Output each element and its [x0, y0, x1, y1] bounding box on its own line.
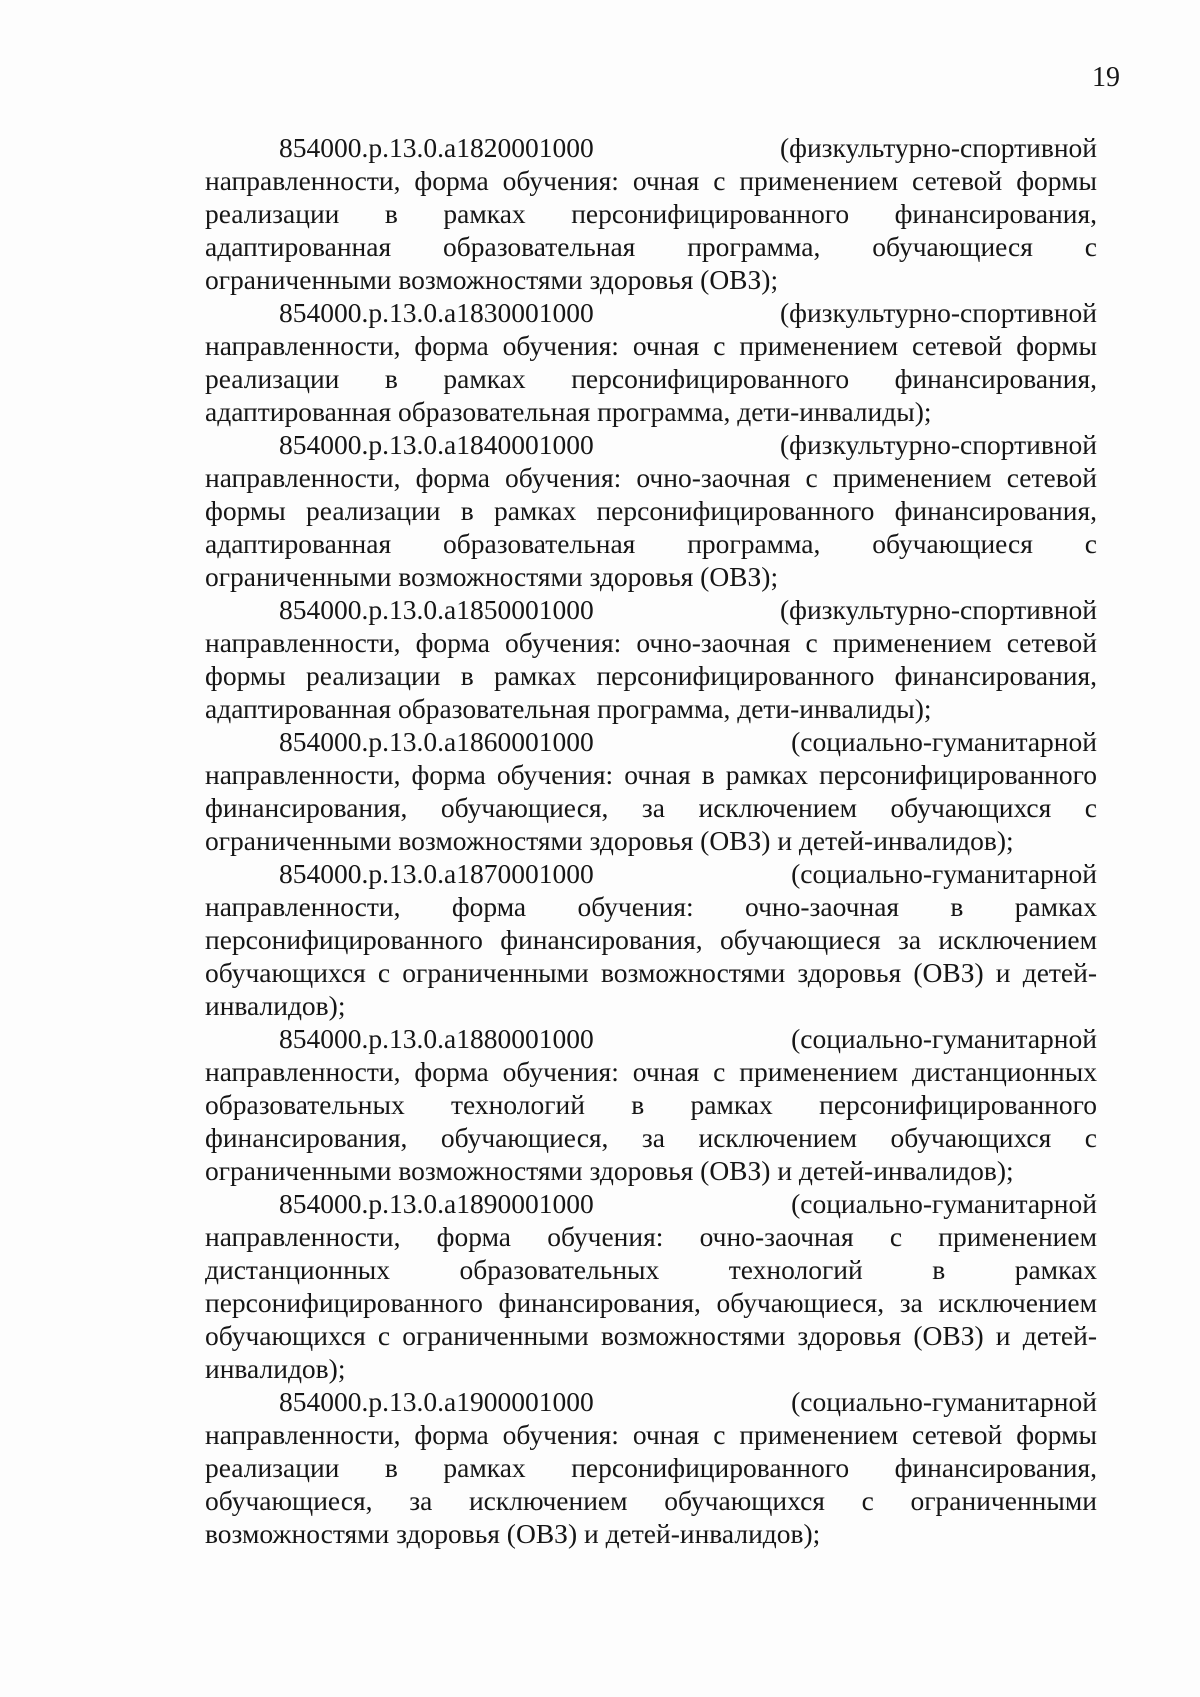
entry-text: (социально-гуманитарной направленности, форма обучения: очно-заочная с применением дистанционных образовательных технологий в рамках персонифицированного финансирования, обучающиеся, за исключением обучающихся с ограниченными возможностями здоровья (ОВЗ) и детей-инвалидов);	[205, 1188, 1097, 1384]
entry-text: (социально-гуманитарной направленности, форма обучения: очно-заочная в рамках персонифицированного финансирования, обучающиеся за исключением обучающихся с ограниченными возможностями здоровья (ОВЗ) и детей-инвалидов);	[205, 858, 1097, 1021]
entry-code: 854000.р.13.0.а1860001000	[279, 726, 594, 757]
entry-text: (физкультурно-спортивной направленности, форма обучения: очная с применением сетевой формы реализации в рамках персонифицированного финансирования, адаптированная образовательная программа, дети-инвалиды);	[205, 297, 1097, 427]
entry-text: (социально-гуманитарной направленности, форма обучения: очная с применением дистанционных образовательных технологий в рамках персонифицированного финансирования, обучающиеся, за исключением обучающихся с ограниченными возможностями здоровья (ОВЗ) и детей-инвалидов);	[205, 1023, 1097, 1186]
list-item	[205, 131, 1097, 296]
list-item	[205, 428, 1097, 593]
entry-code: 854000.р.13.0.а1870001000	[279, 858, 594, 889]
list-item	[205, 857, 1097, 1022]
entry-code: 854000.р.13.0.а1900001000	[279, 1386, 594, 1417]
entry-code: 854000.р.13.0.а1820001000	[279, 132, 594, 163]
entry-text: (социально-гуманитарной направленности, форма обучения: очная с применением сетевой формы реализации в рамках персонифицированного финансирования, обучающиеся, за исключением обучающихся с ограниченными возможностями здоровья (ОВЗ) и детей-инвалидов);	[205, 1386, 1097, 1549]
page-number: 19	[1092, 62, 1120, 93]
list-item	[205, 1385, 1097, 1550]
entry-code: 854000.р.13.0.а1830001000	[279, 297, 594, 328]
entry-code: 854000.р.13.0.а1840001000	[279, 429, 594, 460]
entry-code: 854000.р.13.0.а1880001000	[279, 1023, 594, 1054]
list-item	[205, 725, 1097, 857]
entry-text: (физкультурно-спортивной направленности, форма обучения: очно-заочная с применением сетевой формы реализации в рамках персонифицированного финансирования, адаптированная образовательная программа, дети-инвалиды);	[205, 594, 1097, 724]
document-body	[205, 131, 1097, 1550]
entry-text: (социально-гуманитарной направленности, форма обучения: очная в рамках персонифицированного финансирования, обучающиеся, за исключением обучающихся с ограниченными возможностями здоровья (ОВЗ) и детей-инвалидов);	[205, 726, 1097, 856]
list-item	[205, 1022, 1097, 1187]
list-item	[205, 296, 1097, 428]
entry-text: (физкультурно-спортивной направленности, форма обучения: очно-заочная с применением сетевой формы реализации в рамках персонифицированного финансирования, адаптированная образовательная программа, обучающиеся с ограниченными возможностями здоровья (ОВЗ);	[205, 429, 1097, 592]
list-item	[205, 593, 1097, 725]
entry-text: (физкультурно-спортивной направленности, форма обучения: очная с применением сетевой формы реализации в рамках персонифицированного финансирования, адаптированная образовательная программа, обучающиеся с ограниченными возможностями здоровья (ОВЗ);	[205, 132, 1097, 295]
entry-code: 854000.р.13.0.а1890001000	[279, 1188, 594, 1219]
list-item	[205, 1187, 1097, 1385]
entry-code: 854000.р.13.0.а1850001000	[279, 594, 594, 625]
